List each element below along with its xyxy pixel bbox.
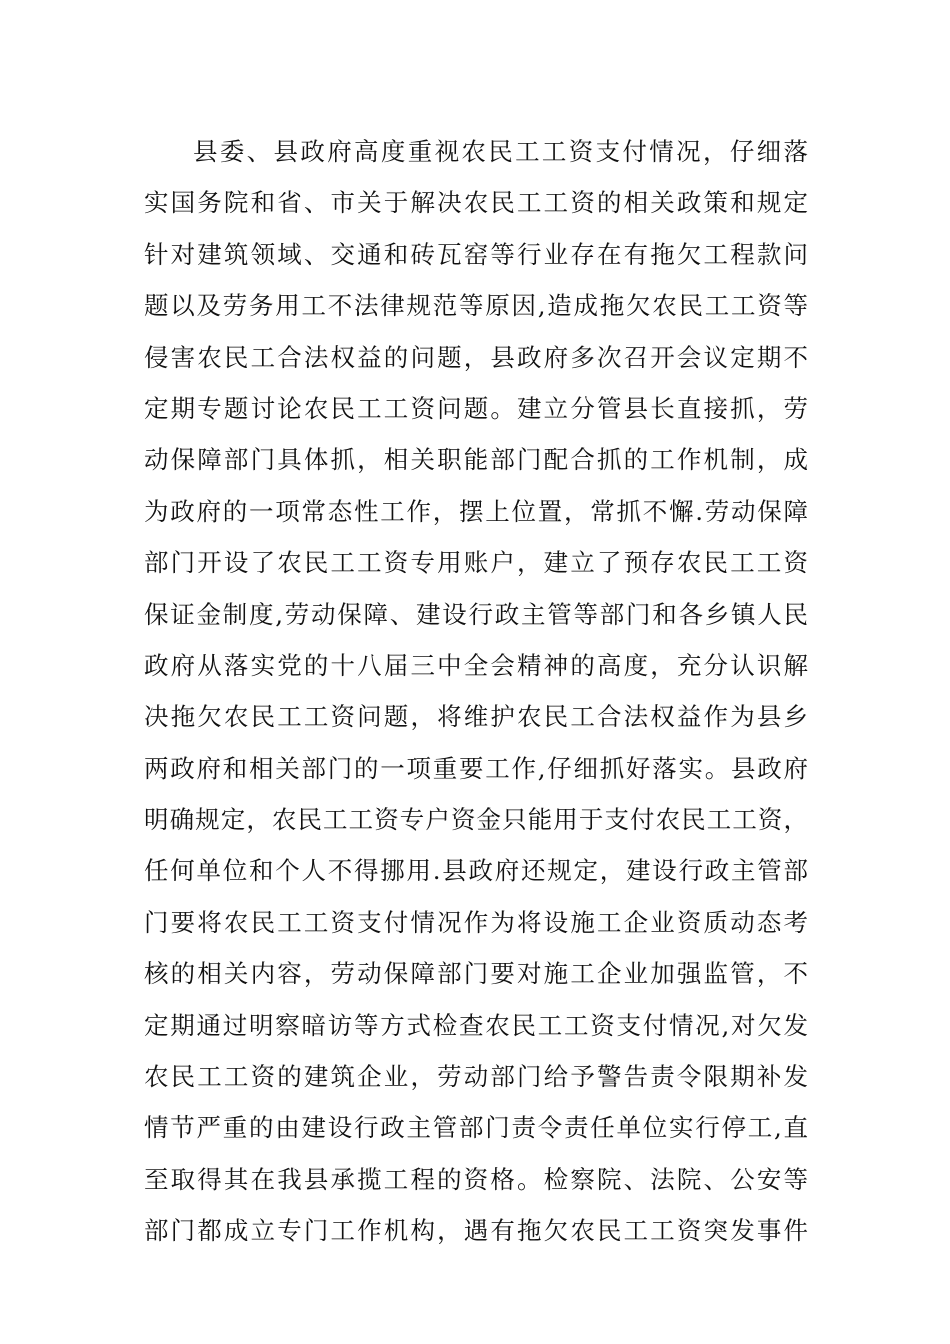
paragraph-line: 两政府和相关部门的一项重要工作,仔细抓好落实。县政府	[144, 753, 808, 783]
paragraph-line: 门要将农民工工资支付情况作为将设施工企业资质动态考	[144, 907, 808, 937]
paragraph-line: 定期通过明察暗访等方式检查农民工工资支付情况,对欠发	[144, 1010, 808, 1040]
paragraph-line: 实国务院和省、市关于解决农民工工资的相关政策和规定	[144, 188, 808, 218]
paragraph-line: 明确规定，农民工工资专户资金只能用于支付农民工工资，	[144, 805, 808, 835]
paragraph-line: 动保障部门具体抓，相关职能部门配合抓的工作机制，成	[144, 445, 808, 475]
paragraph-line: 部门开设了农民工工资专用账户，建立了预存农民工工资	[144, 548, 808, 578]
paragraph-line: 政府从落实党的十八届三中全会精神的高度，充分认识解	[144, 650, 808, 680]
paragraph-line: 决拖欠农民工工资问题，将维护农民工合法权益作为县乡	[144, 702, 808, 732]
paragraph-line: 县委、县政府高度重视农民工工资支付情况，仔细落	[193, 137, 808, 166]
paragraph-line: 至取得其在我县承揽工程的资格。检察院、法院、公安等	[144, 1164, 808, 1194]
paragraph-line: 保证金制度,劳动保障、建设行政主管等部门和各乡镇人民	[144, 599, 808, 629]
paragraph-line: 定期专题讨论农民工工资问题。建立分管县长直接抓，劳	[144, 393, 808, 423]
paragraph-line: 情节严重的由建设行政主管部门责令责任单位实行停工,直	[144, 1113, 808, 1143]
body-paragraph	[144, 126, 808, 1257]
paragraph-line: 任何单位和个人不得挪用.县政府还规定，建设行政主管部	[144, 856, 808, 886]
paragraph-line: 针对建筑领域、交通和砖瓦窑等行业存在有拖欠工程款问	[144, 239, 808, 269]
paragraph-line: 部门都成立专门工作机构，遇有拖欠农民工工资突发事件	[144, 1216, 808, 1246]
paragraph-line: 核的相关内容，劳动保障部门要对施工企业加强监管，不	[144, 959, 808, 989]
paragraph-line: 农民工工资的建筑企业，劳动部门给予警告责令限期补发	[144, 1062, 808, 1092]
paragraph-line: 侵害农民工合法权益的问题，县政府多次召开会议定期不	[144, 342, 808, 372]
paragraph-line: 为政府的一项常态性工作，摆上位置，常抓不懈.劳动保障	[144, 496, 808, 526]
paragraph-line: 题以及劳务用工不法律规范等原因,造成拖欠农民工工资等	[144, 291, 808, 321]
